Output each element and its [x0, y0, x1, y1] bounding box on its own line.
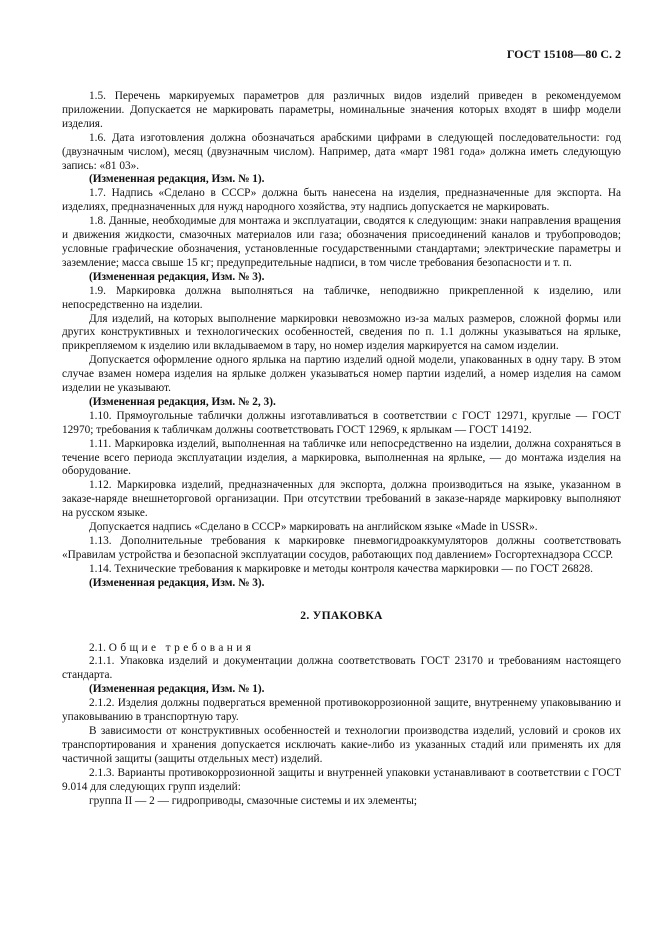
paragraph: Для изделий, на которых выполнение маркировки невозможно из-за малых размеров, сложной формы или других конструктивных и технологических особенностей, сведения по п. 1.1 должны указываться на ярлыке, прикрепляемом к изделию или вкладываемом в тару, но номер изделия маркируется на самом изделии. — [62, 312, 621, 353]
revision-note: (Измененная редакция, Изм. № 1). — [89, 173, 265, 186]
paragraph: 1.8. Данные, необходимые для монтажа и эксплуатации, сводятся к следующим: знаки направления вращения и движения жидкости, смазочных материалов или газа; обозначения присоединений каналов и трубопроводов; условные графические обозначения, установленные государственными стандартами; электрические параметры и заземление; масса свыше 15 кг; предупредительные надписи, в том числе требования безопасности и т. п. — [62, 215, 621, 269]
paragraph: 2.1.1. Упаковка изделий и документации должна соответствовать ГОСТ 23170 и требованиям настоящего стандарта. — [62, 655, 621, 682]
paragraph: 1.10. Прямоугольные таблички должны изготавливаться в соответствии с ГОСТ 12971, круглые — ГОСТ 12970; требования к табличкам должны соответствовать ГОСТ 12969, к ярлыкам — ГОСТ 14192. — [62, 409, 621, 436]
paragraph: 1.9. Маркировка должна выполняться на табличке, неподвижно прикрепленной к изделию, или непосредственно на изделии. — [62, 284, 621, 311]
paragraph: Допускается оформление одного ярлыка на партию изделий одной модели, упакованных в одну тару. В этом случае взамен номера изделия на ярлыке должен указываться номер партии изделий, а номер изделия на самом изделии не указывают. — [62, 354, 621, 395]
paragraph: 2.1.2. Изделия должны подвергаться временной противокоррозионной защите, внутреннему упаковыванию и упаковыванию в транспортную тару. — [62, 697, 621, 724]
paragraph: группа II — 2 — гидроприводы, смазочные системы и их элементы; — [89, 794, 417, 807]
paragraph: 1.12. Маркировка изделий, предназначенных для экспорта, должна производиться на языке, указанном в заказе-наряде внешнеторговой организации. При отсутствии требований в заказе-наряде маркировку выполняют на русском языке. — [62, 479, 621, 520]
paragraph: 1.6. Дата изготовления должна обозначаться арабскими цифрами в следующей последовательности: год (двузначным числом), месяц (двузначным числом). Например, дата «март 1981 года» должна иметь следующую запись: «81 03». — [62, 131, 621, 172]
revision-note: (Измененная редакция, Изм. № 3). — [89, 270, 265, 283]
paragraph: В зависимости от конструктивных особенностей и технологии производства изделий, условий и сроков их транспортирования и хранения допускается исключать какие-либо из указанных стадий или применять их для частичной защиты (защиты отдельных мест) изделий. — [62, 724, 621, 765]
paragraph: 1.7. Надпись «Сделано в СССР» должна быть нанесена на изделия, предназначенные для экспорта. На изделиях, предназначенных для нужд народного хозяйства, эту надпись допускается не маркировать. — [62, 187, 621, 214]
paragraph: 2.1.3. Варианты противокоррозионной защиты и внутренней упаковки устанавливают в соответствии с ГОСТ 9.014 для следующих групп изделий: — [62, 766, 621, 793]
paragraph: 1.11. Маркировка изделий, выполненная на табличке или непосредственно на изделии, должна сохраняться в течение всего периода эксплуатации изделия, а маркировка, выполненная на ярлыке, — до монтажа изделия на оборудование. — [62, 437, 621, 478]
section-2-body — [62, 655, 621, 808]
subsection-number: 2.1. — [89, 641, 106, 654]
subsection-heading — [62, 642, 621, 656]
section-1-body — [62, 90, 621, 591]
paragraph: 1.14. Технические требования к маркировке и методы контроля качества маркировки — по ГОСТ 26828. — [89, 562, 593, 575]
revision-note: (Измененная редакция, Изм. № 2, 3). — [89, 395, 276, 408]
paragraph: 1.13. Дополнительные требования к маркировке пневмогидроаккумуляторов должны соответствовать «Правилам устройства и безопасной эксплуатации сосудов, работающих под давлением» Госгортехнадзора СССР. — [62, 535, 621, 561]
paragraph: 1.5. Перечень маркируемых параметров для различных видов изделий приведен в рекомендуемом приложении. Допускается не маркировать параметры, номинальные значения которых входят в шифр модели изделия. — [62, 90, 621, 130]
subsection-title: Общие требования — [108, 641, 255, 654]
page-header: ГОСТ 15108—80 С. 2 — [506, 47, 621, 61]
revision-note: (Измененная редакция, Изм. № 3). — [89, 576, 265, 589]
revision-note: (Измененная редакция, Изм. № 1). — [89, 683, 265, 696]
paragraph: Допускается надпись «Сделано в СССР» маркировать на английском языке «Made in USSR». — [89, 521, 538, 534]
section-2-title: 2. УПАКОВКА — [300, 608, 383, 622]
